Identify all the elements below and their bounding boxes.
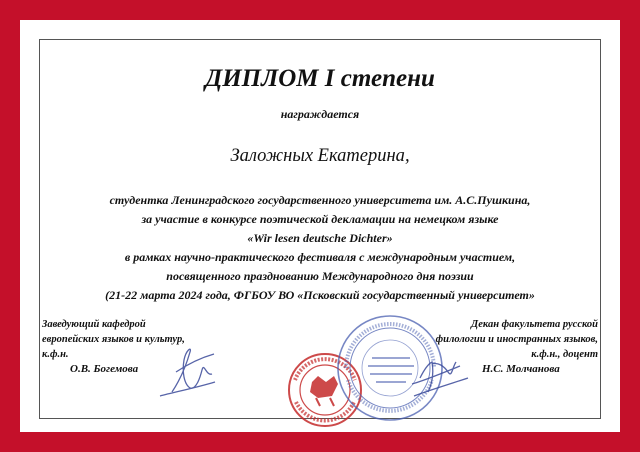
body-line: студентка Ленинградского государственного университета им. А.С.Пушкина,	[109, 193, 531, 207]
left-title-line: к.ф.н.	[42, 349, 69, 360]
left-title-line: европейских языков и культур,	[42, 334, 185, 345]
recipient-comma: ,	[404, 146, 410, 166]
diploma-title: ДИПЛОМ I степени	[205, 65, 435, 92]
body-line: за участие в конкурсе поэтической декламации на немецком языке	[141, 212, 499, 226]
body-line: (21-22 марта 2024 года, ФГБОУ ВО «Псковский государственный университет»	[105, 288, 535, 302]
left-title-line: Заведующий кафедрой	[42, 319, 146, 330]
right-title-line: филологии и иностранных языков,	[435, 334, 598, 345]
body-line: посвященного празднованию Международного дня поэзии	[166, 269, 474, 283]
right-signature	[412, 362, 468, 396]
right-title-line: Декан факультета русской	[471, 319, 598, 330]
awarded-text: награждается	[280, 107, 360, 121]
right-title-line: к.ф.н., доцент	[531, 349, 598, 360]
body-line: в рамках научно-практического фестиваля с международным участием,	[124, 250, 516, 264]
left-signatory-name: О.В. Богемова	[70, 363, 139, 375]
left-signature	[160, 349, 215, 396]
body-line: «Wir lesen deutsche Dichter»	[247, 231, 393, 245]
right-signatory-name: Н.С. Молчанова	[482, 363, 560, 375]
recipient-name: Заложных Екатерина	[230, 146, 405, 166]
